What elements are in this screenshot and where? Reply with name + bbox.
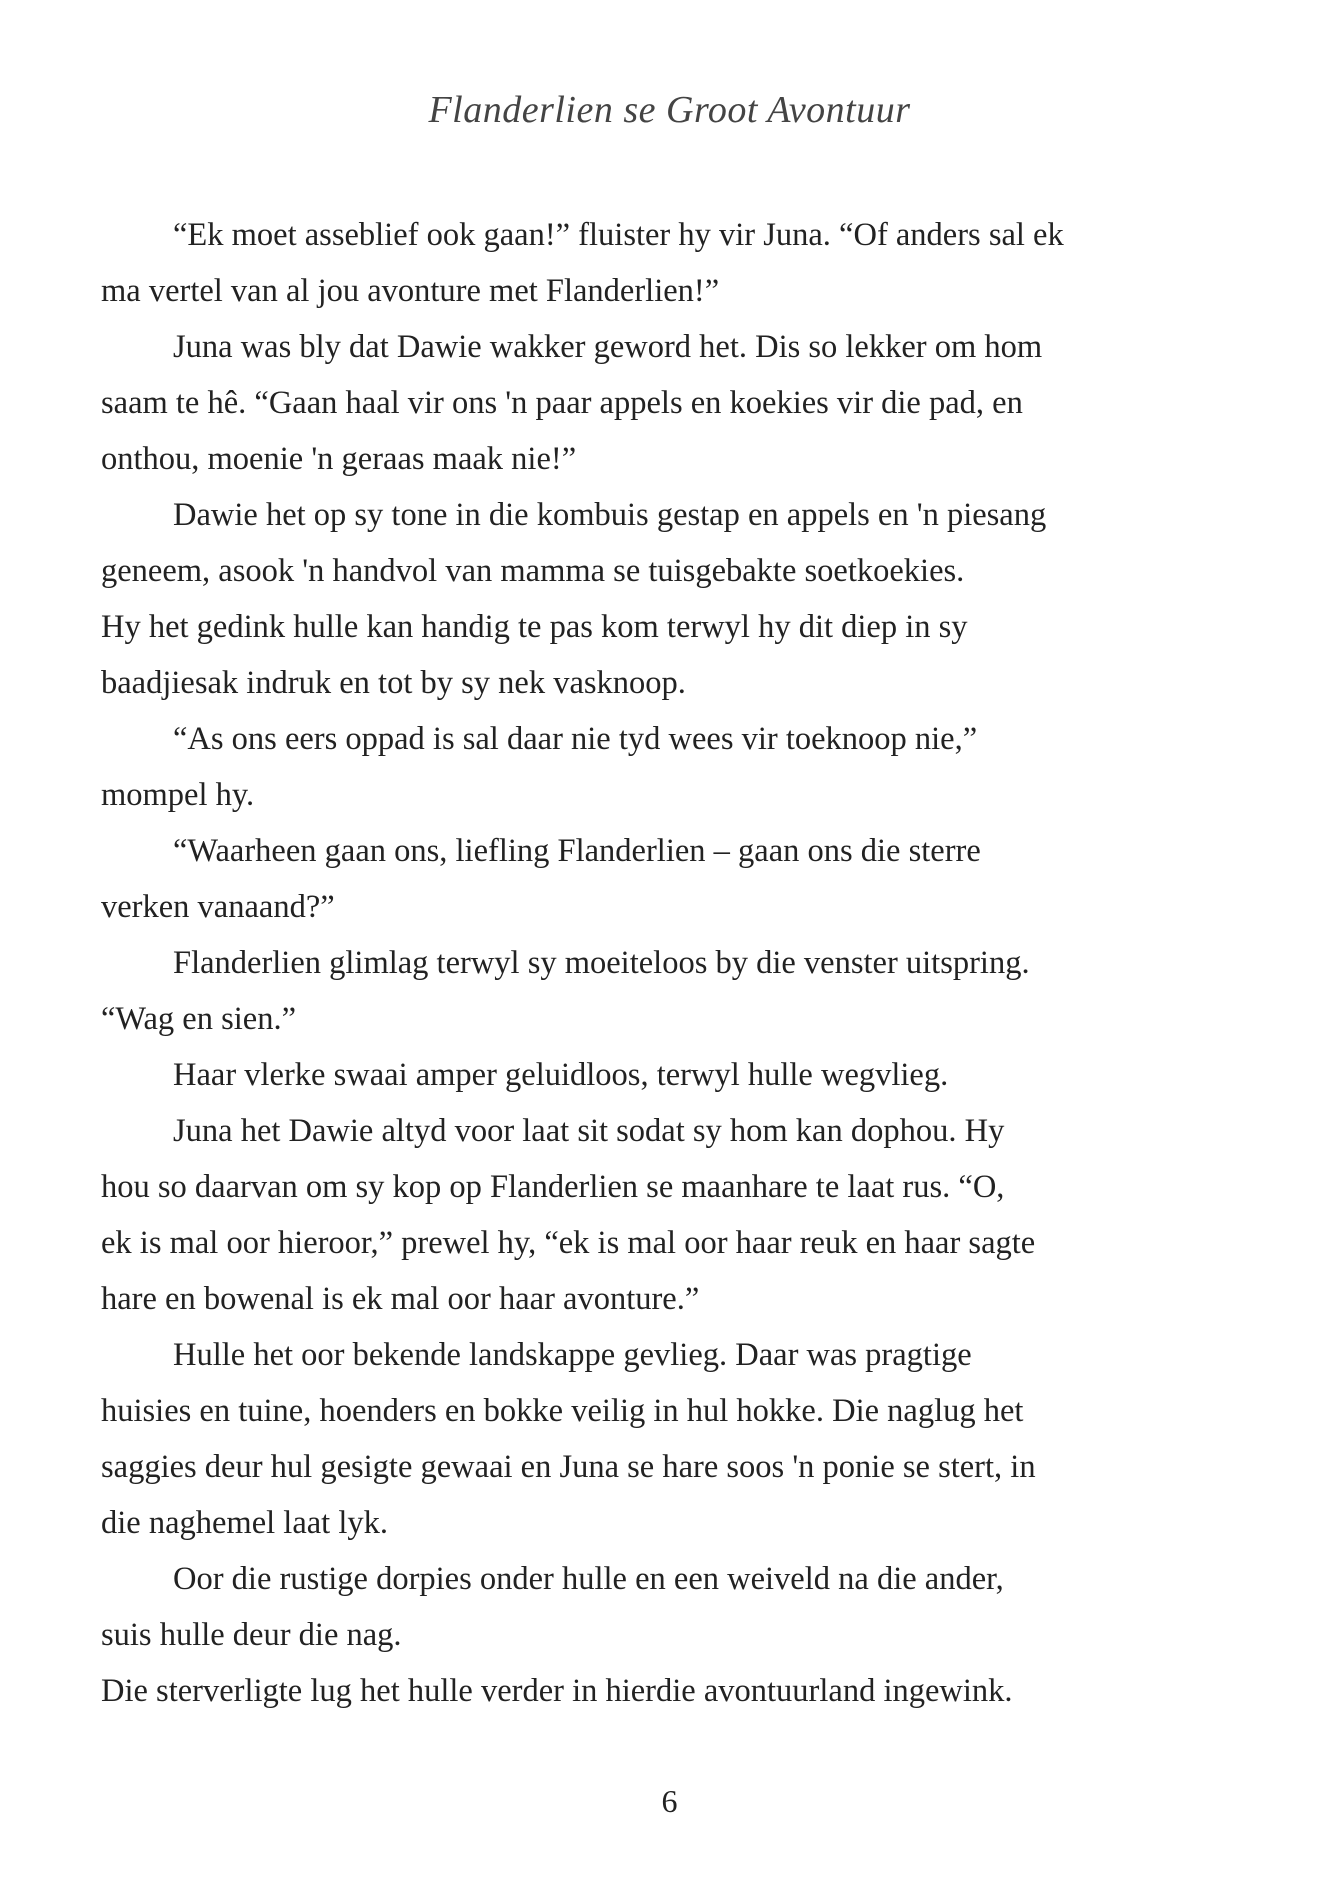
paragraph [101,1047,1251,1103]
paragraph [101,207,1251,319]
text-line: die naghemel laat lyk. [101,1505,388,1541]
text-line: verken vanaand?” [101,889,335,925]
text-line: baadjiesak indruk en tot by sy nek vasknoop. [101,665,686,701]
text-line: geneem, asook 'n handvol van mamma se tuisgebakte soetkoekies. [101,553,965,589]
text-line: huisies en tuine, hoenders en bokke veilig in hul hokke. Die naglug het [101,1393,1024,1429]
paragraph [101,319,1251,487]
paragraph [101,1663,1251,1719]
paragraph [101,487,1251,599]
paragraph [101,599,1251,711]
text-line: Oor die rustige dorpies onder hulle en een weiveld na die ander, [173,1561,1004,1597]
story-text [101,207,1251,1719]
text-line: saam te hê. “Gaan haal vir ons 'n paar appels en koekies vir die pad, en [101,385,1023,421]
paragraph [101,1327,1251,1551]
text-line: Hulle het oor bekende landskappe gevlieg. Daar was pragtige [173,1337,972,1373]
text-line: “As ons eers oppad is sal daar nie tyd wees vir toeknoop nie,” [173,721,978,757]
paragraph [101,823,1251,935]
text-line: Hy het gedink hulle kan handig te pas kom terwyl hy dit diep in sy [101,609,968,645]
text-line: Juna het Dawie altyd voor laat sit sodat sy hom kan dophou. Hy [173,1113,1005,1149]
text-line: “Waarheen gaan ons, liefling Flanderlien – gaan ons die sterre [173,833,981,869]
text-line: “Ek moet asseblief ook gaan!” fluister hy vir Juna. “Of anders sal ek [173,217,1064,253]
running-header: Flanderlien se Groot Avontuur [428,89,911,131]
text-line: Dawie het op sy tone in die kombuis gestap en appels en 'n piesang [173,497,1047,533]
text-line: mompel hy. [101,777,255,813]
page-number: 6 [661,1783,678,1819]
text-line: Juna was bly dat Dawie wakker geword het. Dis so lekker om hom [173,329,1043,365]
text-line: suis hulle deur die nag. [101,1617,402,1653]
paragraph [101,935,1251,1047]
text-line: “Wag en sien.” [101,1001,296,1037]
text-line: Die sterverligte lug het hulle verder in hierdie avontuurland ingewink. [101,1673,1013,1709]
text-line: hou so daarvan om sy kop op Flanderlien se maanhare te laat rus. “O, [101,1169,1005,1205]
text-line: ek is mal oor hieroor,” prewel hy, “ek is mal oor haar reuk en haar sagte [101,1225,1036,1261]
paragraph [101,711,1251,823]
paragraph [101,1551,1251,1663]
text-line: ma vertel van al jou avonture met Flanderlien!” [101,273,720,309]
text-line: Haar vlerke swaai amper geluidloos, terwyl hulle wegvlieg. [173,1057,949,1093]
paragraph [101,1103,1251,1327]
text-line: Flanderlien glimlag terwyl sy moeiteloos by die venster uitspring. [173,945,1030,981]
text-line: onthou, moenie 'n geraas maak nie!” [101,441,577,477]
text-line: saggies deur hul gesigte gewaai en Juna se hare soos 'n ponie se stert, in [101,1449,1036,1485]
text-line: hare en bowenal is ek mal oor haar avonture.” [101,1281,700,1317]
